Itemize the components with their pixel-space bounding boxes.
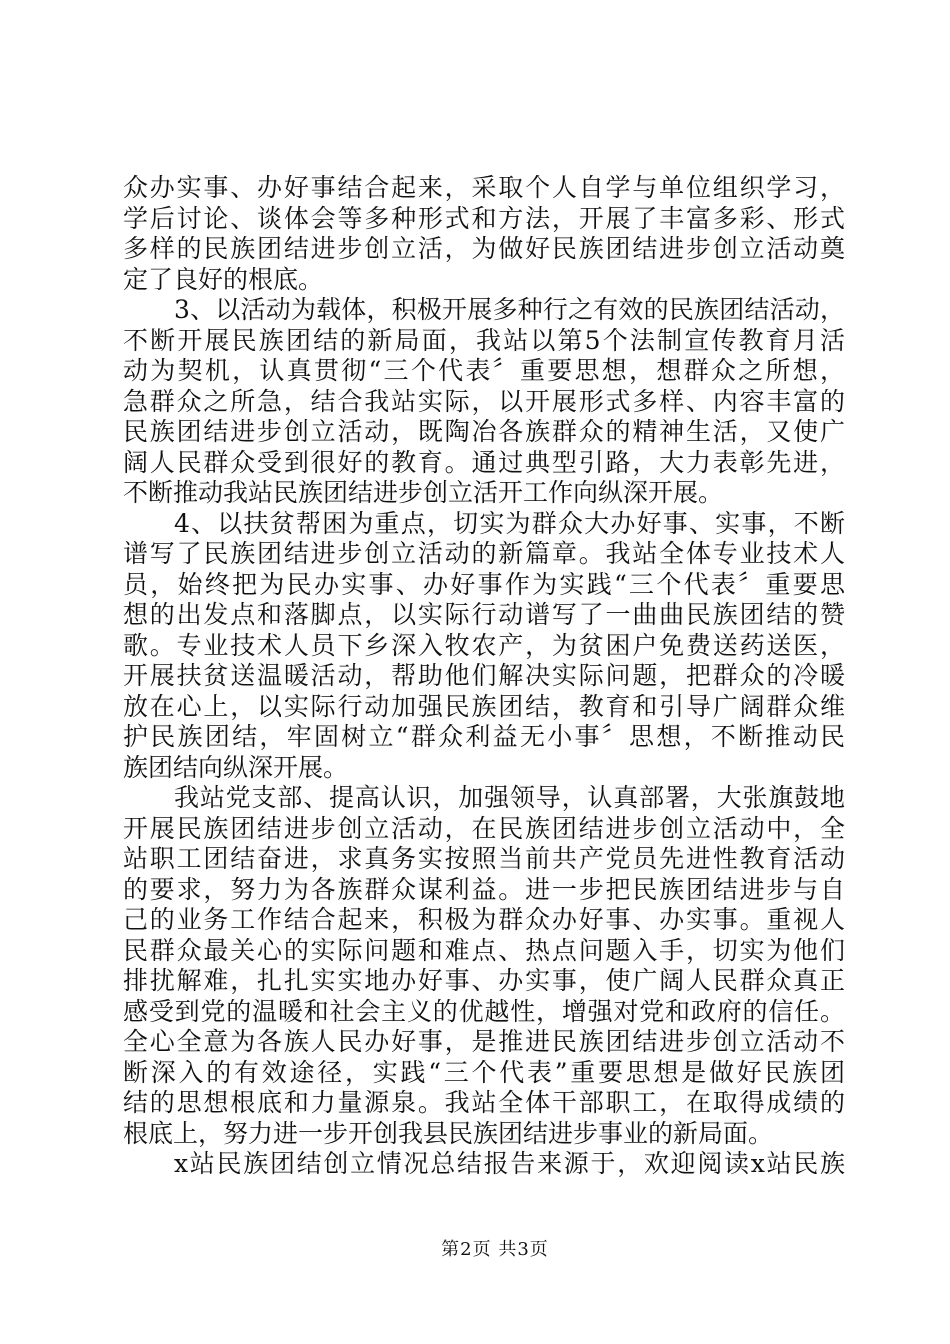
text-line: 多样的民族团结进步创立活，为做好民族团结进步创立活动奠	[123, 234, 845, 263]
text-line: 动为契机，认真贯彻“三个代表〞重要思想，想群众之所想，	[123, 356, 845, 385]
text-line: 的要求，努力为各族群众谋利益。进一步把民族团结进步与自	[123, 874, 845, 904]
paragraph-source-note	[123, 1149, 845, 1180]
text-line: 感受到党的温暖和社会主义的优越性，增强对党和政府的信任。	[123, 996, 845, 1026]
text-line: 排扰解难，扎扎实实地办好事、办实事，使广阔人民群众真正	[123, 966, 845, 995]
paragraph-poverty-relief	[123, 509, 845, 784]
text-line: 全心全意为各族人民办好事，是推进民族团结进步创立活动不	[123, 1027, 845, 1056]
text-line: 众办实事、办好事结合起来，采取个人自学与单位组织学习，	[123, 173, 845, 202]
text-line: 民族团结进步创立活动，既陶冶各族群众的精神生活，又使广	[123, 417, 845, 446]
text-line: 根底上，努力进一步开创我县民族团结进步事业的新局面。	[123, 1118, 774, 1148]
text-line: 放在心上，以实际行动加强民族团结，教育和引导广阔群众维	[123, 691, 845, 721]
text-line: 员，始终把为民办实事、办好事作为实践“三个代表〞重要思	[123, 569, 845, 599]
text-line: 族团结向纵深开展。	[123, 752, 349, 782]
text-line: 阔人民群众受到很好的教育。通过典型引路，大力表彰先进，	[123, 447, 845, 477]
text-line: 不断开展民族团结的新局面，我站以第5个法制宣传教育月活	[123, 325, 845, 355]
text-line: 4、以扶贫帮困为重点，切实为群众大办好事、实事，不断	[174, 508, 845, 538]
text-line: 护民族团结，牢固树立“群众利益无小事〞思想，不断推动民	[123, 722, 845, 751]
body-text	[123, 173, 845, 1180]
paragraph-continued	[123, 173, 845, 295]
text-line: 开展扶贫送温暖活动，帮助他们解决实际问题，把群众的冷暖	[123, 661, 845, 690]
page-number-footer: 第2页 共3页	[441, 1239, 549, 1260]
text-line: 己的业务工作结合起来，积极为群众办好事、办实事。重视人	[123, 905, 845, 934]
text-line: 学后讨论、谈体会等多种形式和方法，开展了丰富多彩、形式	[123, 203, 845, 233]
text-line: 我站党支部、提高认识，加强领导，认真部署，大张旗鼓地	[174, 783, 845, 812]
text-line: 站职工团结奋进，求真务实按照当前共产党员先进性教育活动	[123, 844, 845, 873]
text-line: 开展民族团结进步创立活动，在民族团结进步创立活动中，全	[123, 813, 845, 843]
text-line: 想的出发点和落脚点，以实际行动谱写了一曲曲民族团结的赞	[123, 600, 845, 629]
text-line: 定了良好的根底。	[123, 264, 324, 294]
text-line: 歌。专业技术人员下乡深入牧农产，为贫困户免费送药送医，	[123, 630, 845, 660]
text-line: 结的思想根底和力量源泉。我站全体干部职工，在取得成绩的	[123, 1088, 845, 1117]
text-line: 不断推动我站民族团结进步创立活开工作向纵深开展。	[123, 478, 724, 507]
text-line: 3、以活动为载体，积极开展多种行之有效的民族团结活动，	[174, 295, 845, 324]
text-line: 民群众最关心的实际问题和难点、热点问题入手，切实为他们	[123, 935, 845, 965]
paragraph-activities	[123, 295, 845, 509]
text-line: 断深入的有效途径，实践“三个代表”重要思想是做好民族团	[123, 1057, 845, 1087]
text-line: x站民族团结创立情况总结报告来源于，欢迎阅读x站民族	[174, 1149, 845, 1178]
text-line: 谱写了民族团结进步创立活动的新篇章。我站全体专业技术人	[123, 539, 845, 568]
text-line: 急群众之所急，结合我站实际，以开展形式多样、内容丰富的	[123, 386, 845, 416]
paragraph-party-branch	[123, 783, 845, 1149]
